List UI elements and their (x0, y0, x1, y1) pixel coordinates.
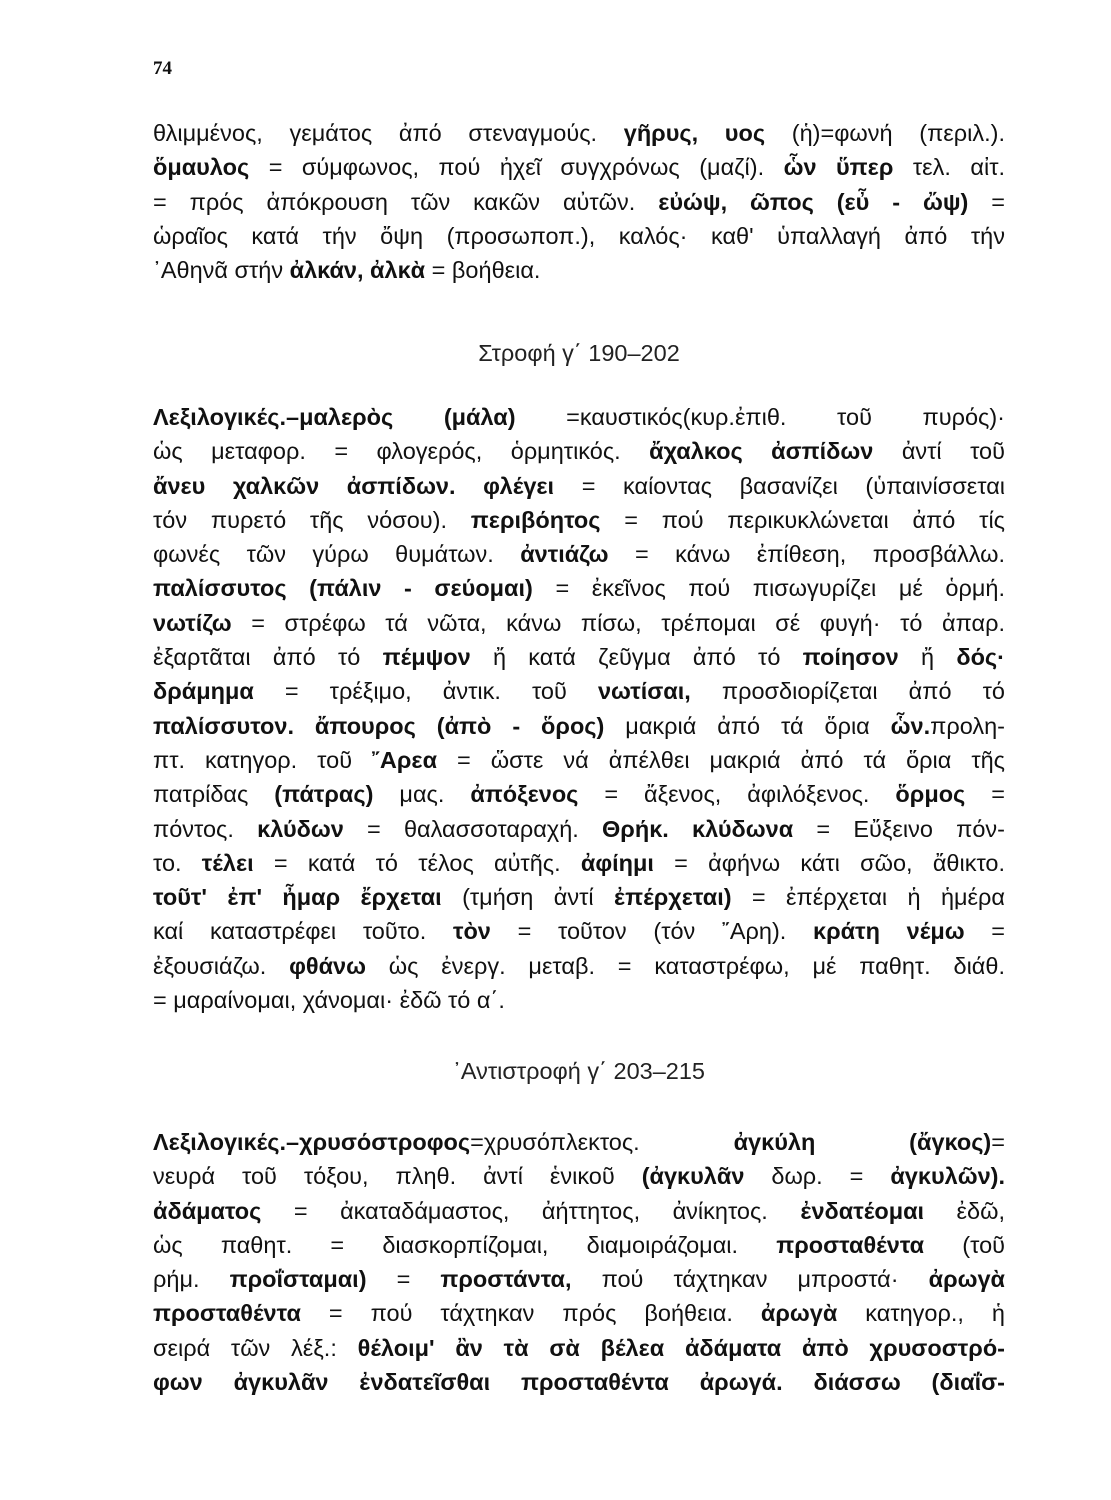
gloss-text: ἤ κατά ζεῦγμα ἀπό τό (470, 644, 803, 671)
gloss-text: ρήμ. (153, 1266, 230, 1293)
section-heading-antistrophe: ᾿Αντιστροφή γ΄ 203–215 (453, 1058, 705, 1084)
gloss-text: προσδιορίζεται ἀπό τό (690, 678, 1005, 705)
gloss-text: = τρέξιμο, ἀντικ. τοῦ (253, 678, 598, 705)
lemma-term: (πάτρας) (274, 781, 374, 808)
gloss-text: ὡς παθητ. = διασκορπίζομαι, διαμοιράζομαι. (153, 1231, 777, 1258)
lemma-term: ἐπέρχεται) (613, 884, 732, 911)
text-line (153, 503, 1005, 537)
gloss-text: τόν πυρετό τῆς νόσου). (153, 506, 471, 533)
text-line (153, 219, 1005, 253)
text-line (153, 253, 1005, 287)
gloss-text: = (968, 188, 1005, 215)
gloss-text: τελ. αἰτ. (893, 154, 1005, 181)
gloss-text: ἤ (898, 644, 957, 671)
gloss-text: ἐξουσιάζω. (153, 952, 290, 979)
gloss-text: ᾿Αθηνᾶ στήν (153, 257, 290, 284)
lemma-term: δός· (956, 644, 1005, 671)
gloss-text: φωνές τῶν γύρω θυμάτων. (153, 541, 521, 568)
text-line (153, 434, 1005, 468)
gloss-text: = ὥστε νά ἀπέλθει μακριά ἀπό τά ὅρια τῆς (437, 746, 1005, 773)
lemma-term: ἀλκάν, ἀλκὰ (289, 257, 426, 284)
gloss-text: κατηγορ., ἡ (837, 1300, 1005, 1327)
lemma-term: παλίσσυτος (πάλιν - σεύομαι) (153, 575, 533, 602)
text-line (153, 1365, 1005, 1399)
gloss-text: = (366, 1266, 441, 1293)
gloss-text: ἀντί τοῦ (873, 438, 1005, 465)
gloss-text: πόντος. (153, 815, 258, 842)
text-line (153, 949, 1005, 983)
lemma-term: ἀγκύλη (ἄγκος) (733, 1129, 992, 1155)
lemma-term: θέλοιμ' ἂν τὰ σὰ βέλεα ἀδάματα ἀπὸ χρυσοστρό- (357, 1334, 1005, 1361)
text-line (153, 1262, 1005, 1296)
lemma-term: ῎Αρεα (372, 746, 438, 773)
gloss-text: = κάνω ἐπίθεση, προσβάλλω. (608, 541, 1005, 568)
lemma-term: ὅμαυλος (153, 154, 250, 181)
text-line (153, 400, 1005, 434)
gloss-text: μακριά ἀπό τά ὅρια (604, 712, 891, 739)
gloss-text: =καυστικός(κυρ.ἐπιθ. τοῦ πυρός)· (515, 404, 1005, 430)
text-line (153, 1296, 1005, 1330)
gloss-text: = ἄξενος, ἀφιλόξενος. (578, 781, 896, 808)
text-line (153, 880, 1005, 914)
lemma-term: προσταθέντα (153, 1300, 301, 1327)
gloss-text: νευρά τοῦ τόξου, πληθ. ἀντί ἑνικοῦ (153, 1163, 642, 1190)
gloss-text: = μαραίνομαι, χάνομαι· ἐδῶ τό α΄. (153, 987, 505, 1014)
gloss-text: καί καταστρέφει τοῦτο. (153, 918, 453, 945)
gloss-text: = (991, 1129, 1005, 1155)
gloss-text: πατρίδας (153, 781, 275, 808)
gloss-text: ἐδῶ, (924, 1197, 1005, 1224)
gloss-text: (τμήση ἀντί (441, 884, 614, 911)
lemma-term: Λεξιλογικές.–χρυσόστροφος (153, 1129, 471, 1155)
lemma-term: πέμψον (382, 644, 471, 671)
gloss-text: προλη- (930, 712, 1005, 739)
lemma-term: ὧν. (890, 712, 931, 739)
gloss-text: πού τάχτηκαν μπροστά· (571, 1266, 929, 1293)
lemma-term: κλύδων (257, 815, 344, 842)
gloss-text: (ἡ)=φωνή (περιλ.). (765, 120, 1005, 146)
lemma-term: τοῦτ' ἐπ' ἦμαρ ἔρχεται (153, 884, 442, 911)
lemma-term: ἀφίημι (580, 849, 654, 876)
gloss-text: = θαλασσοταραχή. (343, 815, 603, 842)
gloss-text: ἐξαρτᾶται ἀπό τό (153, 644, 383, 671)
text-line (153, 1228, 1005, 1262)
gloss-text: = Εὔξεινο πόν- (793, 815, 1005, 842)
lemma-term: ὅρμος (895, 781, 966, 808)
gloss-text: θλιμμένος, γεμάτος ἀπό στεναγμούς. (153, 120, 624, 146)
lemma-term: προσταθέντα (776, 1231, 925, 1258)
text-line (153, 150, 1005, 184)
text-line (153, 846, 1005, 880)
text-line (153, 116, 1005, 150)
text-line (153, 743, 1005, 777)
text-line (153, 537, 1005, 571)
lemma-term: ποίησον (802, 644, 899, 671)
text-line (153, 674, 1005, 708)
lemma-term: ἄχαλκος ἀσπίδων (649, 438, 874, 465)
entry-block-2 (153, 400, 1005, 1017)
gloss-text: ὡς μεταφορ. = φλογερός, ὁρμητικός. (153, 438, 650, 465)
gloss-text: (τοῦ (924, 1231, 1005, 1258)
gloss-text: =χρυσόπλεκτος. (470, 1129, 734, 1155)
lemma-term: δράμημα (153, 678, 254, 705)
text-line (153, 640, 1005, 674)
lemma-term: φθάνω (289, 952, 366, 979)
gloss-text: = ἀκαταδάμαστος, ἀήττητος, ἀνίκητος. (261, 1197, 801, 1224)
gloss-text: ὡραῖος κατά τήν ὄψη (προσωποπ.), καλός· καθ' ὑπαλλαγή ἀπό τήν (153, 222, 1005, 249)
gloss-text: σειρά τῶν λέξ.: (153, 1334, 358, 1361)
lemma-term: ἐνδατέομαι (800, 1197, 925, 1224)
gloss-text: το. (153, 849, 202, 876)
lemma-term: ἄνευ χαλκῶν ἀσπίδων. φλέγει (153, 472, 555, 499)
gloss-text: = (965, 781, 1005, 808)
text-line (153, 606, 1005, 640)
lemma-term: Λεξιλογικές.–μαλερὸς (μάλα) (153, 404, 516, 430)
gloss-text: δωρ. = (744, 1163, 891, 1190)
lemma-term: ὧν ὕπερ (783, 154, 894, 181)
lemma-term: ἀδάματος (153, 1197, 262, 1224)
gloss-text: = σύμφωνος, πού ἠχεῖ συγχρόνως (μαζί). (249, 154, 784, 181)
lemma-term: τὸν (452, 918, 491, 945)
gloss-text: = βοήθεια. (425, 257, 541, 284)
lemma-term: Θρήκ. κλύδωνα (602, 815, 794, 842)
lemma-term: νωτίζω (153, 609, 232, 636)
gloss-text: = πρός ἀπόκρουση τῶν κακῶν αὐτῶν. (153, 188, 659, 215)
gloss-text: ὡς ἐνεργ. μεταβ. = καταστρέφω, μέ παθητ. διάθ. (365, 952, 1005, 979)
lemma-term: τέλει (201, 849, 254, 876)
page-number: 74 (153, 58, 172, 79)
lemma-term: προστάντα, (440, 1266, 572, 1293)
text-line (153, 914, 1005, 948)
lemma-term: κράτη νέμω (813, 918, 965, 945)
text-line (153, 185, 1005, 219)
text-line (153, 1194, 1005, 1228)
text-line (153, 469, 1005, 503)
lemma-term: περιβόητος (470, 506, 601, 533)
entry-block-1 (153, 116, 1005, 287)
gloss-text: = στρέφω τά νῶτα, κάνω πίσω, τρέπομαι σέ φυγή· τό ἀπαρ. (231, 609, 1005, 636)
section-heading-strophe: Στροφή γ΄ 190–202 (478, 340, 680, 366)
lemma-term: προΐσταμαι) (229, 1266, 367, 1293)
gloss-text: πτ. κατηγορ. τοῦ (153, 746, 373, 773)
lemma-term: εὐώψ, ῶπος (εὖ - ὤψ) (658, 188, 969, 215)
lemma-term: ἀγκυλῶν). (890, 1163, 1005, 1190)
text-line (153, 812, 1005, 846)
text-line (153, 1125, 1005, 1159)
lemma-term: (ἀγκυλᾶν (641, 1163, 745, 1190)
lemma-term: ἀπόξενος (470, 781, 579, 808)
gloss-text: = ἐπέρχεται ἡ ἡμέρα (731, 884, 1005, 911)
text-line (153, 777, 1005, 811)
gloss-text: = ἀφήνω κάτι σῶο, ἄθικτο. (653, 849, 1005, 876)
gloss-text: = πού περικυκλώνεται ἀπό τίς (600, 506, 1005, 533)
lemma-term: ἀντιάζω (520, 541, 609, 568)
lemma-term: ἀρωγὰ (928, 1266, 1005, 1293)
lemma-term: φων ἀγκυλᾶν ἐνδατεῖσθαι προσταθέντα ἀρωγά. διάσσω (διαΐσ- (153, 1369, 1005, 1396)
gloss-text: = τοῦτον (τόν ῎Αρη). (490, 918, 814, 945)
lemma-term: παλίσσυτον. ἄπουρος (ἀπὸ - ὅρος) (153, 712, 605, 739)
text-line (153, 983, 1005, 1017)
lemma-term: γῆρυς, υος (623, 120, 766, 146)
gloss-text: = ἐκεῖνος πού πισωγυρίζει μέ ὁρμή. (532, 575, 1005, 602)
gloss-text: μας. (373, 781, 471, 808)
lemma-term: ἀρωγὰ (760, 1300, 838, 1327)
gloss-text: = πού τάχτηκαν πρός βοήθεια. (300, 1300, 761, 1327)
gloss-text: = καίοντας βασανίζει (ὑπαινίσσεται (554, 472, 1005, 499)
gloss-text: = (964, 918, 1005, 945)
text-line (153, 1331, 1005, 1365)
lemma-term: νωτίσαι, (597, 678, 691, 705)
text-line (153, 1159, 1005, 1193)
text-line (153, 709, 1005, 743)
entry-block-3 (153, 1125, 1005, 1399)
gloss-text: = κατά τό τέλος αὐτῆς. (253, 849, 581, 876)
text-line (153, 571, 1005, 605)
